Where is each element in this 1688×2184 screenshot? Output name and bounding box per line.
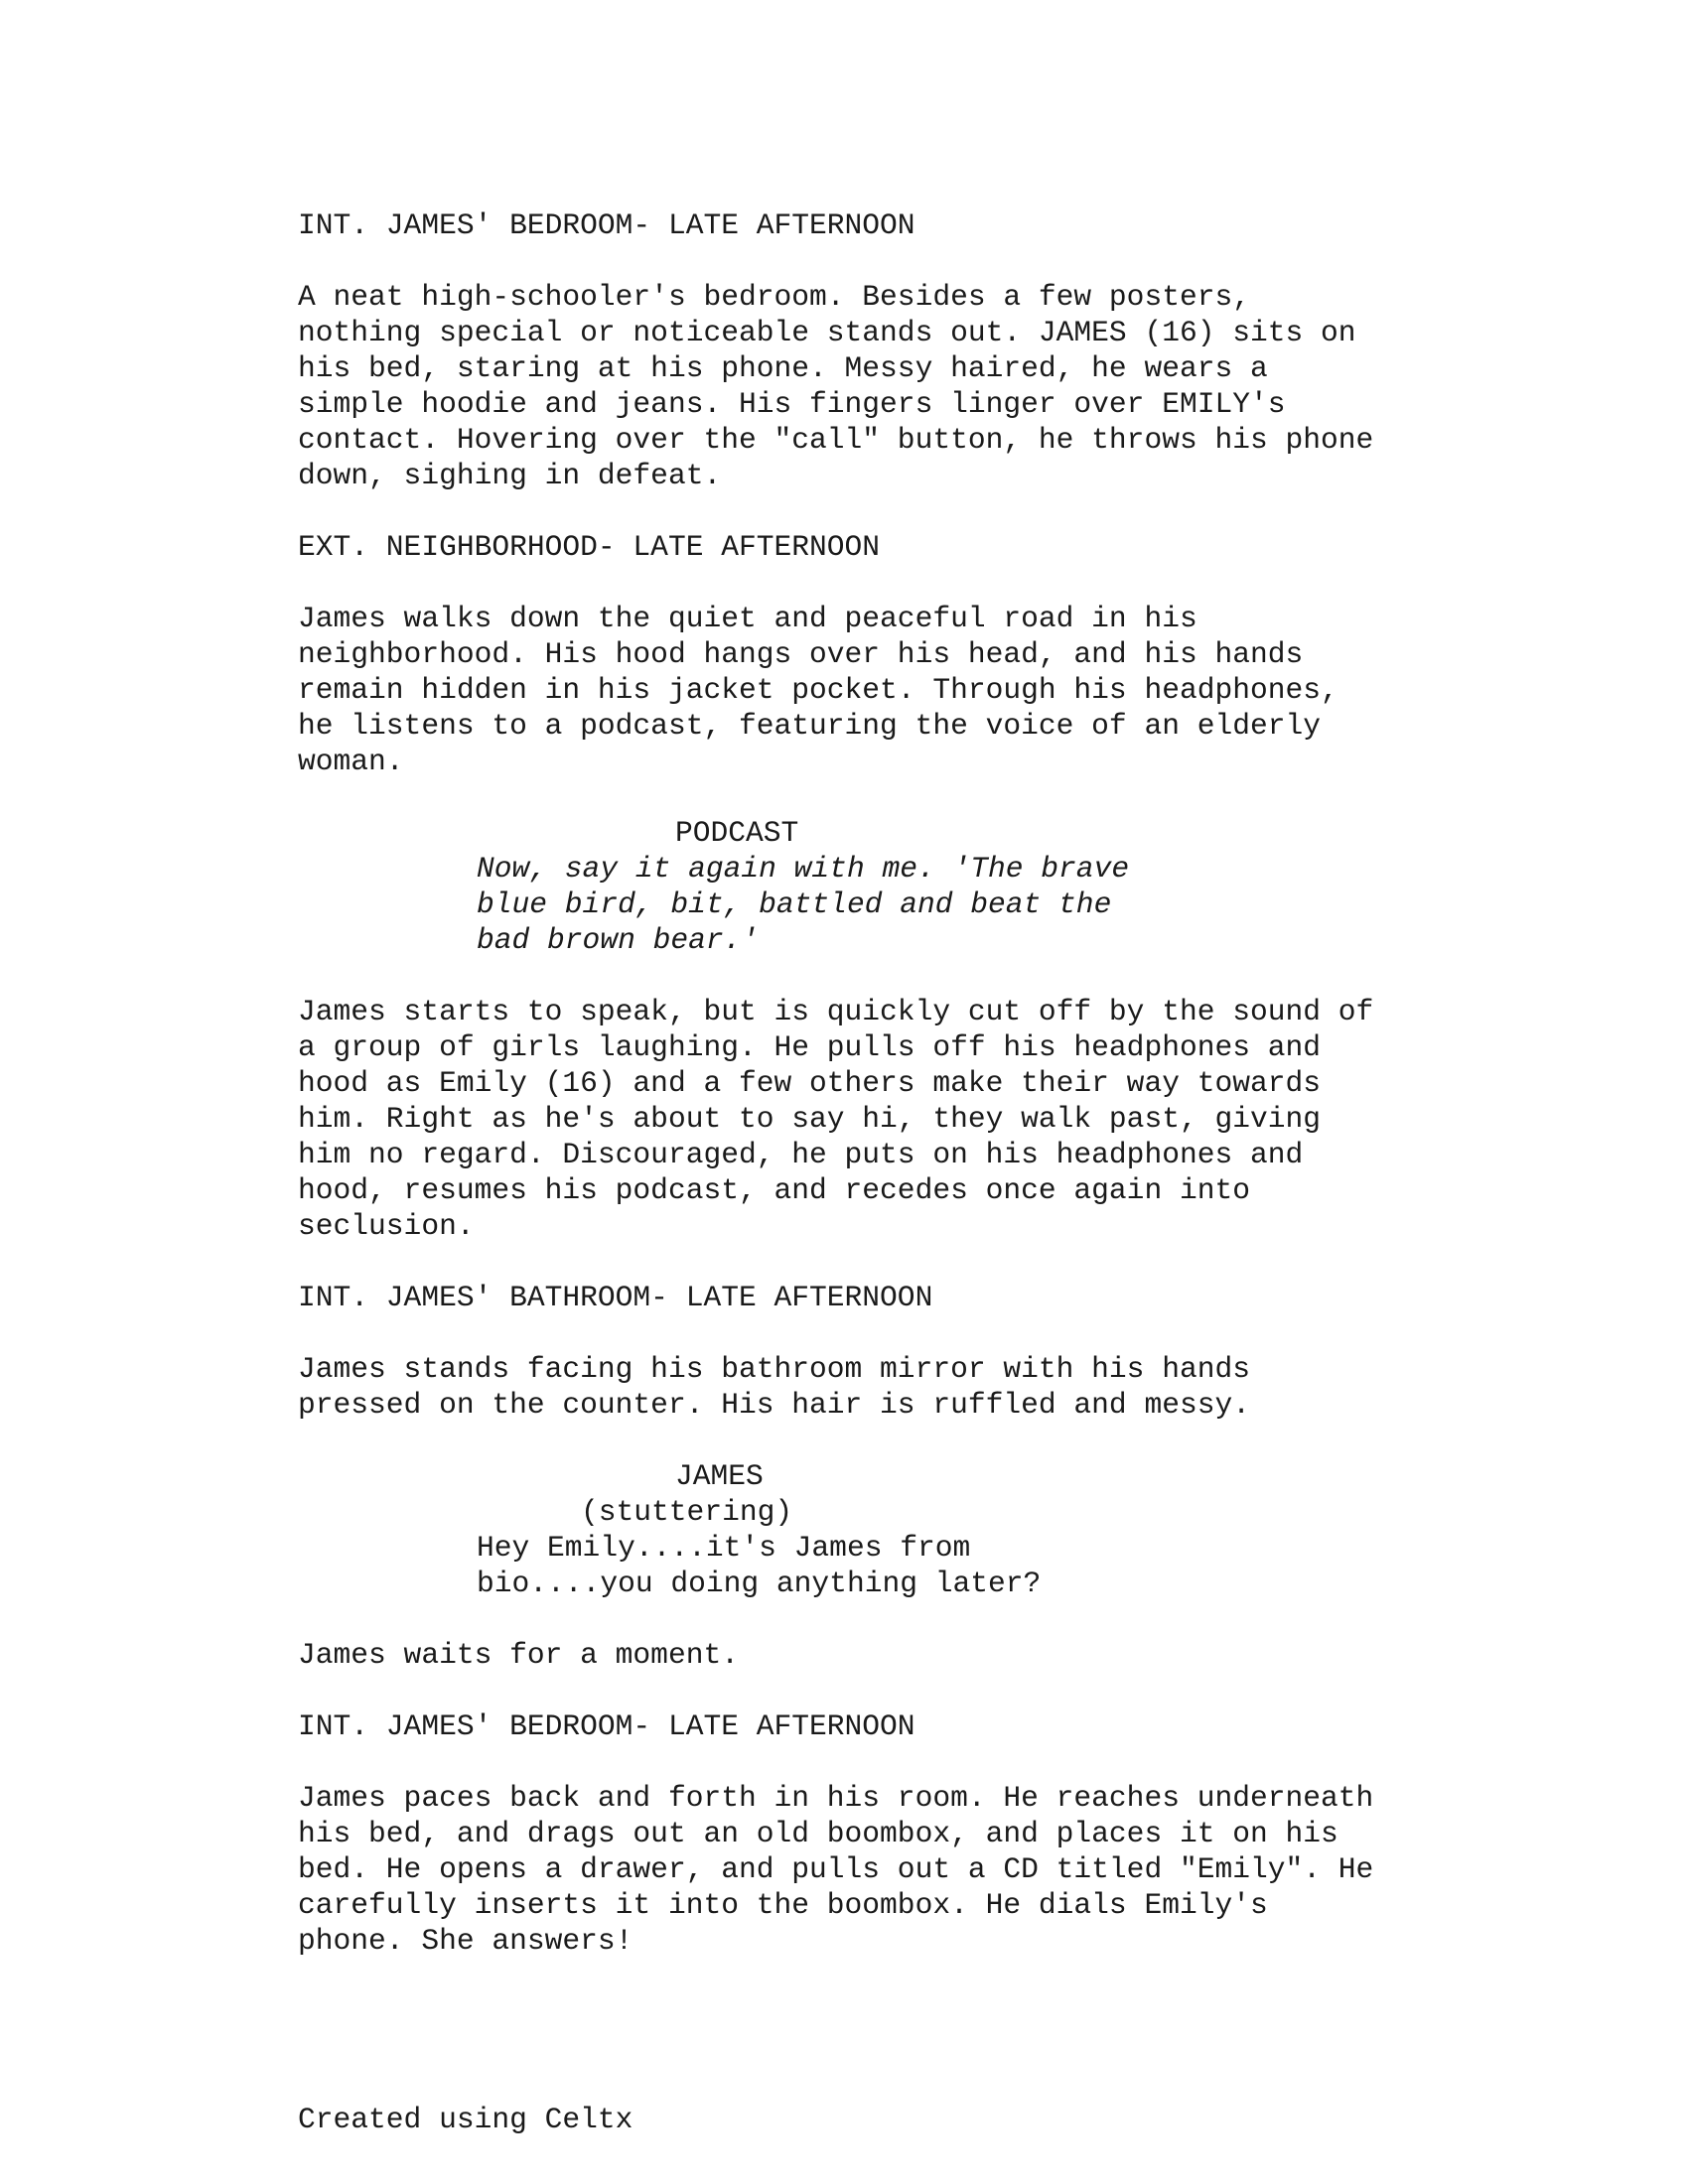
- action-line: his bed, staring at his phone. Messy haired, he wears a: [298, 351, 1268, 385]
- action-line: down, sighing in defeat.: [298, 459, 722, 492]
- scene-heading-2: EXT. NEIGHBORHOOD- LATE AFTERNOON: [298, 530, 881, 564]
- parenthetical: (stuttering): [581, 1495, 793, 1529]
- action-line: nothing special or noticeable stands out. JAMES (16) sits on: [298, 316, 1356, 349]
- action-line: carefully inserts it into the boombox. He dials Emily's: [298, 1888, 1268, 1922]
- action-line: James paces back and forth in his room. He reaches underneath: [298, 1781, 1374, 1815]
- action-line: neighborhood. His hood hangs over his head, and his hands: [298, 637, 1304, 671]
- action-line: James waits for a moment.: [298, 1638, 739, 1672]
- action-line: hood as Emily (16) and a few others make their way towards: [298, 1066, 1322, 1100]
- dialogue-line: blue bird, bit, battled and beat the: [477, 887, 1112, 921]
- action-line: seclusion.: [298, 1209, 475, 1243]
- action-line: phone. She answers!: [298, 1924, 633, 1958]
- action-line: him no regard. Discouraged, he puts on his headphones and: [298, 1138, 1304, 1171]
- character-name-podcast: PODCAST: [675, 816, 799, 850]
- character-name-james: JAMES: [675, 1459, 764, 1493]
- action-line: his bed, and drags out an old boombox, and places it on his: [298, 1817, 1338, 1850]
- dialogue-line: Hey Emily....it's James from: [477, 1531, 971, 1565]
- page-footer: Created using Celtx: [298, 2103, 633, 2136]
- action-line: hood, resumes his podcast, and recedes once again into: [298, 1173, 1250, 1207]
- dialogue-line: bio....you doing anything later?: [477, 1567, 1042, 1600]
- action-line: James stands facing his bathroom mirror with his hands: [298, 1352, 1250, 1386]
- dialogue-line: Now, say it again with me. 'The brave: [477, 852, 1130, 886]
- action-line: pressed on the counter. His hair is ruffled and messy.: [298, 1388, 1250, 1422]
- action-line: James walks down the quiet and peaceful road in his: [298, 602, 1197, 635]
- scene-heading-3: INT. JAMES' BATHROOM- LATE AFTERNOON: [298, 1281, 933, 1314]
- scene-heading-4: INT. JAMES' BEDROOM- LATE AFTERNOON: [298, 1709, 915, 1743]
- action-line: him. Right as he's about to say hi, they walk past, giving: [298, 1102, 1322, 1136]
- action-line: a group of girls laughing. He pulls off his headphones and: [298, 1030, 1322, 1064]
- action-line: contact. Hovering over the "call" button, he throws his phone: [298, 423, 1374, 457]
- dialogue-line: bad brown bear.': [477, 923, 760, 957]
- action-line: woman.: [298, 745, 404, 778]
- action-line: he listens to a podcast, featuring the voice of an elderly: [298, 709, 1322, 743]
- action-line: bed. He opens a drawer, and pulls out a CD titled "Emily". He: [298, 1852, 1374, 1886]
- action-line: A neat high-schooler's bedroom. Besides a few posters,: [298, 280, 1250, 314]
- scene-heading-1: INT. JAMES' BEDROOM- LATE AFTERNOON: [298, 208, 915, 242]
- action-line: remain hidden in his jacket pocket. Through his headphones,: [298, 673, 1338, 707]
- action-line: simple hoodie and jeans. His fingers linger over EMILY's: [298, 387, 1286, 421]
- action-line: James starts to speak, but is quickly cut off by the sound of: [298, 995, 1374, 1028]
